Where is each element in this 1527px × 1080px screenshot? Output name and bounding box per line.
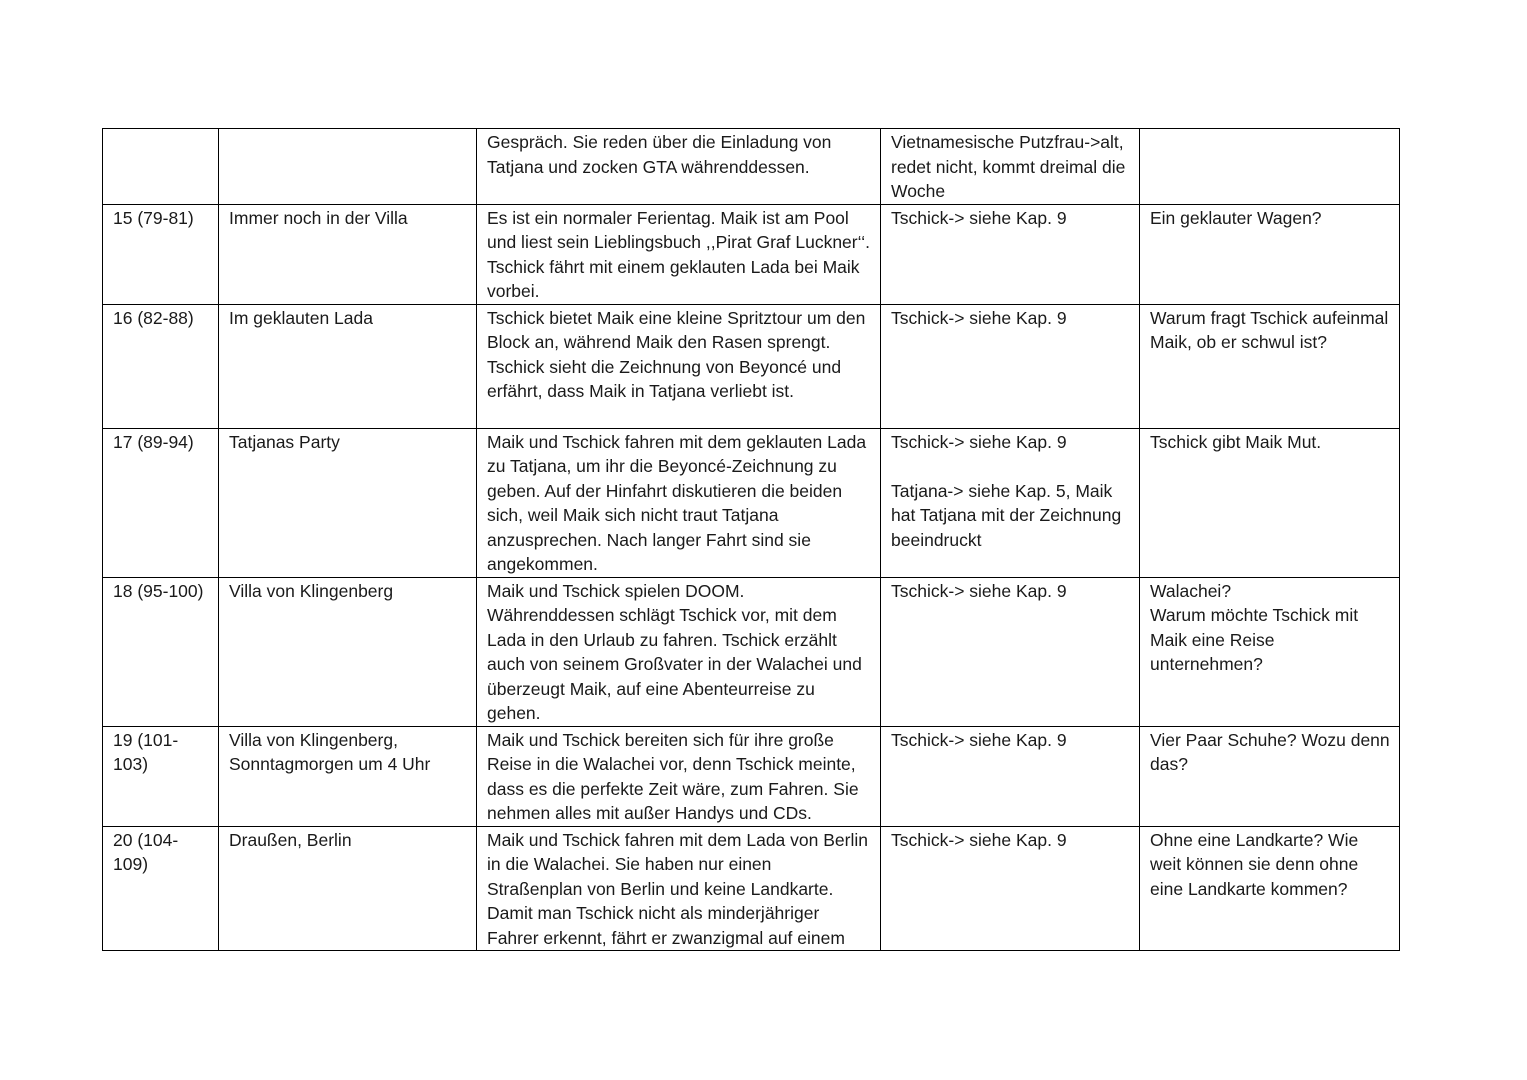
content-cell: Maik und Tschick spielen DOOM. Währenddessen schlägt Tschick vor, mit dem Lada in den Urlaub zu fahren. Tschick erzählt auch von seinem Großvater in der Walachei und überzeugt Maik, auf eine Abenteurreise zu gehen. (477, 577, 881, 726)
chapter-summary-table (102, 128, 1400, 951)
chapter-cell: 15 (79-81) (103, 204, 219, 304)
place-cell: Draußen, Berlin (219, 826, 477, 951)
content-cell: Gespräch. Sie reden über die Einladung von Tatjana und zocken GTA währenddessen. (477, 129, 881, 205)
characters-cell: Tschick-> siehe Kap. 9 (881, 577, 1140, 726)
chapter-cell: 16 (82-88) (103, 304, 219, 428)
table-row (103, 129, 1400, 205)
questions-cell: Walachei? Warum möchte Tschick mit Maik eine Reise unternehmen? (1140, 577, 1400, 726)
place-cell: Im geklauten Lada (219, 304, 477, 428)
questions-cell: Ohne eine Landkarte? Wie weit können sie denn ohne eine Landkarte kommen? (1140, 826, 1400, 951)
chapter-cell (103, 129, 219, 205)
chapter-cell: 19 (101-103) (103, 726, 219, 826)
characters-cell: Tschick-> siehe Kap. 9 (881, 826, 1140, 951)
questions-cell: Vier Paar Schuhe? Wozu denn das? (1140, 726, 1400, 826)
content-cell: Maik und Tschick bereiten sich für ihre große Reise in die Walachei vor, denn Tschick meinte, dass es die perfekte Zeit wäre, zum Fahren. Sie nehmen alles mit außer Handys und CDs. (477, 726, 881, 826)
characters-cell: Tschick-> siehe Kap. 9 Tatjana-> siehe Kap. 5, Maik hat Tatjana mit der Zeichnung beeindruckt (881, 428, 1140, 577)
table-row (103, 726, 1400, 826)
content-cell: Maik und Tschick fahren mit dem geklauten Lada zu Tatjana, um ihr die Beyoncé-Zeichnung zu geben. Auf der Hinfahrt diskutieren die beiden sich, weil Maik sich nicht traut Tatjana anzusprechen. Nach langer Fahrt sind sie angekommen. (477, 428, 881, 577)
questions-cell: Tschick gibt Maik Mut. (1140, 428, 1400, 577)
content-cell: Maik und Tschick fahren mit dem Lada von Berlin in die Walachei. Sie haben nur einen Straßenplan von Berlin und keine Landkarte. Damit man Tschick nicht als minderjähriger Fahrer erkennt, fährt er zwanzigmal auf einem (477, 826, 881, 951)
questions-cell (1140, 129, 1400, 205)
content-cell: Es ist ein normaler Ferientag. Maik ist am Pool und liest sein Lieblingsbuch ,,Pirat Graf Luckner‘‘. Tschick fährt mit einem geklauten Lada bei Maik vorbei. (477, 204, 881, 304)
table-row (103, 304, 1400, 428)
table-row (103, 428, 1400, 577)
table-row (103, 204, 1400, 304)
place-cell: Immer noch in der Villa (219, 204, 477, 304)
content-cell: Tschick bietet Maik eine kleine Spritztour um den Block an, während Maik den Rasen sprengt. Tschick sieht die Zeichnung von Beyoncé und erfährt, dass Maik in Tatjana verliebt ist. (477, 304, 881, 428)
place-cell: Villa von Klingenberg, Sonntagmorgen um 4 Uhr (219, 726, 477, 826)
table-row (103, 577, 1400, 726)
characters-cell: Tschick-> siehe Kap. 9 (881, 204, 1140, 304)
characters-cell: Vietnamesische Putzfrau->alt, redet nicht, kommt dreimal die Woche (881, 129, 1140, 205)
place-cell: Villa von Klingenberg (219, 577, 477, 726)
place-cell (219, 129, 477, 205)
characters-cell: Tschick-> siehe Kap. 9 (881, 726, 1140, 826)
place-cell: Tatjanas Party (219, 428, 477, 577)
chapter-cell: 20 (104-109) (103, 826, 219, 951)
chapter-cell: 18 (95-100) (103, 577, 219, 726)
questions-cell: Ein geklauter Wagen? (1140, 204, 1400, 304)
chapter-cell: 17 (89-94) (103, 428, 219, 577)
questions-cell: Warum fragt Tschick aufeinmal Maik, ob er schwul ist? (1140, 304, 1400, 428)
table-row (103, 826, 1400, 951)
characters-cell: Tschick-> siehe Kap. 9 (881, 304, 1140, 428)
